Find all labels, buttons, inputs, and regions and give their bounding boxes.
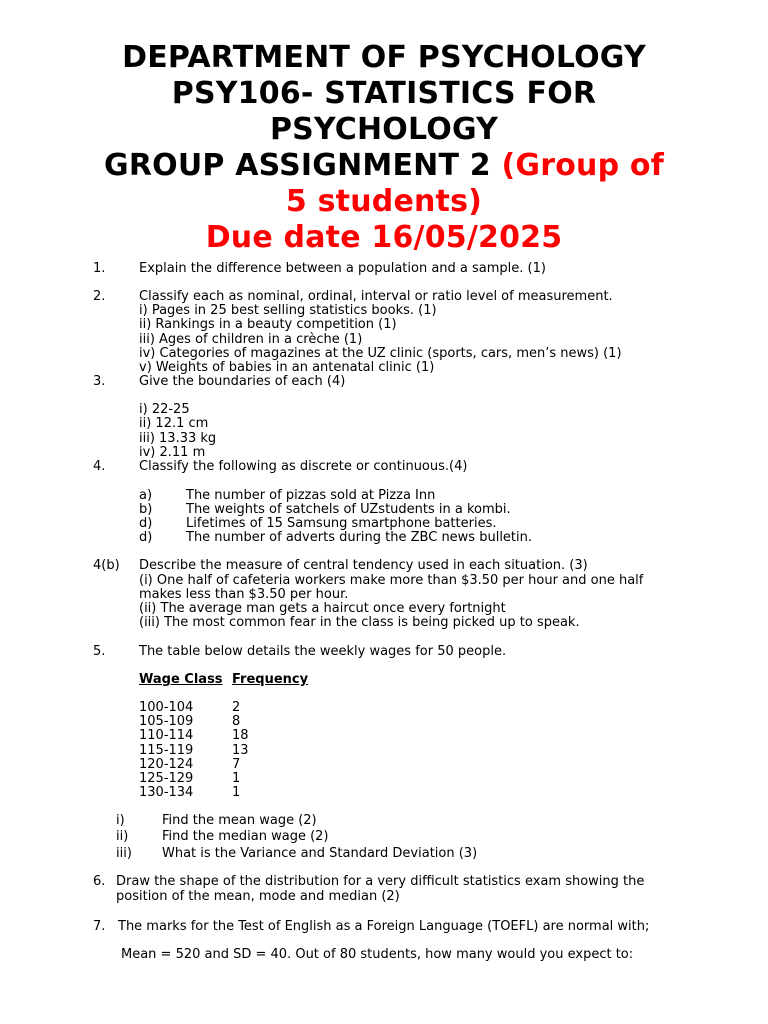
due-date: Due date 16/05/2025 xyxy=(205,220,563,255)
q7-text: The marks for the Test of English as a Foreign Language (TOEFL) are normal with; xyxy=(118,919,650,934)
q3-item: iii) 13.33 kg xyxy=(139,431,217,446)
q4-item-letter: d) xyxy=(139,516,153,531)
q2-item: ii) Rankings in a beauty competition (1) xyxy=(139,317,397,332)
table-cell-wage: 105-109 xyxy=(139,714,194,729)
table-cell-wage: 130-134 xyxy=(139,785,194,800)
course-title-cont: PSYCHOLOGY xyxy=(269,112,499,147)
q4-item-letter: b) xyxy=(139,502,153,517)
q3-number: 3. xyxy=(93,374,106,389)
q2-text: Classify each as nominal, ordinal, interval or ratio level of measurement. xyxy=(139,289,613,304)
q5-text: The table below details the weekly wages for 50 people. xyxy=(139,644,507,659)
q1-number: 1. xyxy=(93,261,106,276)
q5-sub-roman: i) xyxy=(116,813,125,828)
q2-item: iii) Ages of children in a crèche (1) xyxy=(139,332,363,347)
q3-item: ii) 12.1 cm xyxy=(139,416,209,431)
q7-text-cont: Mean = 520 and SD = 40. Out of 80 students, how many would you expect to: xyxy=(121,947,634,962)
group-size-note: (Group of xyxy=(501,148,664,183)
assignment-title xyxy=(60,148,708,184)
q4b-line: (i) One half of cafeteria workers make more than $3.50 per hour and one half xyxy=(139,573,644,588)
table-cell-wage: 120-124 xyxy=(139,757,194,772)
table-header-wage-class: Wage Class xyxy=(139,672,223,687)
assignment-label: GROUP ASSIGNMENT 2 xyxy=(104,148,502,183)
q3-item: iv) 2.11 m xyxy=(139,445,206,460)
q2-item: i) Pages in 25 best selling statistics books. (1) xyxy=(139,303,437,318)
q3-text: Give the boundaries of each (4) xyxy=(139,374,346,389)
document-header xyxy=(60,40,708,256)
q5-sub-text: Find the mean wage (2) xyxy=(162,813,317,828)
q5-sub-roman: ii) xyxy=(116,829,129,844)
q5-number: 5. xyxy=(93,644,106,659)
q6-text: Draw the shape of the distribution for a very difficult statistics exam showing the xyxy=(116,874,645,889)
department-title: DEPARTMENT OF PSYCHOLOGY xyxy=(122,40,646,75)
q4-text: Classify the following as discrete or continuous.(4) xyxy=(139,459,468,474)
table-cell-frequency: 2 xyxy=(232,700,241,715)
q4b-text: Describe the measure of central tendency used in each situation. (3) xyxy=(139,558,588,573)
q2-item: v) Weights of babies in an antenatal clinic (1) xyxy=(139,360,435,375)
table-cell-frequency: 1 xyxy=(232,785,241,800)
q3-item: i) 22-25 xyxy=(139,402,190,417)
table-cell-frequency: 1 xyxy=(232,771,241,786)
table-header-frequency: Frequency xyxy=(232,672,309,687)
q7-number: 7. xyxy=(93,919,106,934)
q4-item-text: The number of adverts during the ZBC news bulletin. xyxy=(186,530,533,545)
q4b-number: 4(b) xyxy=(93,558,120,573)
table-cell-wage: 115-119 xyxy=(139,743,194,758)
course-title: PSY106- STATISTICS FOR xyxy=(171,76,597,111)
q4b-line: (ii) The average man gets a haircut once every fortnight xyxy=(139,601,506,616)
table-cell-frequency: 13 xyxy=(232,743,249,758)
table-cell-frequency: 8 xyxy=(232,714,241,729)
q6-number: 6. xyxy=(93,874,106,889)
table-cell-frequency: 18 xyxy=(232,728,249,743)
q4-item-text: The number of pizzas sold at Pizza Inn xyxy=(186,488,436,503)
q4-item-letter: a) xyxy=(139,488,153,503)
table-cell-frequency: 7 xyxy=(232,757,241,772)
q2-item: iv) Categories of magazines at the UZ clinic (sports, cars, men’s news) (1) xyxy=(139,346,622,361)
q4-item-text: Lifetimes of 15 Samsung smartphone batteries. xyxy=(186,516,497,531)
table-cell-wage: 100-104 xyxy=(139,700,194,715)
q6-text-cont: position of the mean, mode and median (2) xyxy=(116,889,400,904)
q4b-line: makes less than $3.50 per hour. xyxy=(139,587,349,602)
q5-sub-text: What is the Variance and Standard Deviation (3) xyxy=(162,846,478,861)
q5-sub-text: Find the median wage (2) xyxy=(162,829,329,844)
q4-item-text: The weights of satchels of UZstudents in a kombi. xyxy=(186,502,511,517)
group-size-note-cont: 5 students) xyxy=(285,184,483,219)
q4-item-letter: d) xyxy=(139,530,153,545)
q5-sub-roman: iii) xyxy=(116,846,132,861)
table-cell-wage: 110-114 xyxy=(139,728,194,743)
table-cell-wage: 125-129 xyxy=(139,771,194,786)
q4b-line: (iii) The most common fear in the class is being picked up to speak. xyxy=(139,615,580,630)
q2-number: 2. xyxy=(93,289,106,304)
q4-number: 4. xyxy=(93,459,106,474)
q1-text: Explain the difference between a population and a sample. (1) xyxy=(139,261,546,276)
